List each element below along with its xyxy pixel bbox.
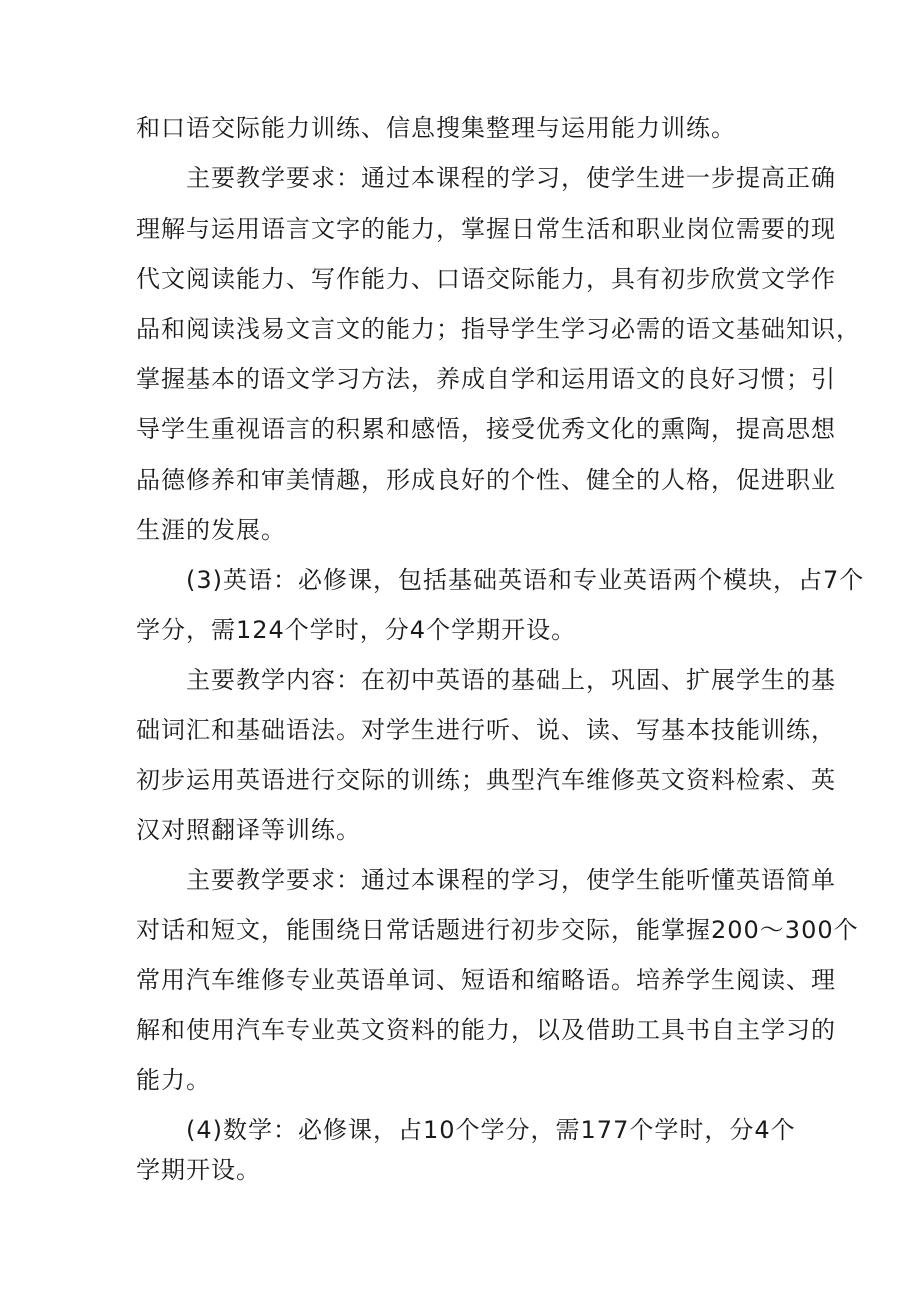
text-line-9: 生涯的发展。 xyxy=(136,516,286,544)
text-line-17: 对话和短文，能围绕日常话题进行初步交际，能掌握200～300个 xyxy=(136,916,859,944)
text-line-3: 理解与运用语言文字的能力，掌握日常生活和职业岗位需要的现 xyxy=(136,215,836,243)
text-line-13: 础词汇和基础语法。对学生进行听、说、读、写基本技能训练， xyxy=(136,716,836,744)
text-line-6: 掌握基本的语文学习方法，养成自学和运用语文的良好习惯；引 xyxy=(136,365,836,393)
text-line-22: 学期开设。 xyxy=(136,1156,261,1184)
text-line-18: 常用汽车维修专业英语单词、短语和缩略语。培养学生阅读、理 xyxy=(136,966,836,994)
text-line-16: 主要教学要求：通过本课程的学习，使学生能听懂英语简单 xyxy=(186,866,836,894)
text-line-21: (4)数学：必修课，占10个学分，需177个学时，分4个 xyxy=(186,1116,796,1144)
text-line-1: 和口语交际能力训练、信息搜集整理与运用能力训练。 xyxy=(136,114,736,142)
text-line-7: 导学生重视语言的积累和感悟，接受优秀文化的熏陶，提高思想 xyxy=(136,415,836,443)
text-line-19: 解和使用汽车专业英文资料的能力，以及借助工具书自主学习的 xyxy=(136,1016,836,1044)
text-line-12: 主要教学内容：在初中英语的基础上，巩固、扩展学生的基 xyxy=(186,666,836,694)
text-line-2: 主要教学要求：通过本课程的学习，使学生进一步提高正确 xyxy=(186,164,836,192)
text-line-20: 能力。 xyxy=(136,1066,211,1094)
text-line-15: 汉对照翻译等训练。 xyxy=(136,816,361,844)
text-line-5: 品和阅读浅易文言文的能力；指导学生学习必需的语文基础知识， xyxy=(136,315,861,343)
text-line-4: 代文阅读能力、写作能力、口语交际能力，具有初步欣赏文学作 xyxy=(136,265,836,293)
text-line-14: 初步运用英语进行交际的训练；典型汽车维修英文资料检索、英 xyxy=(136,766,836,794)
text-line-8: 品德修养和审美情趣，形成良好的个性、健全的人格，促进职业 xyxy=(136,466,836,494)
text-line-10: (3)英语：必修课，包括基础英语和专业英语两个模块，占7个 xyxy=(186,566,865,594)
text-line-11: 学分，需124个学时，分4个学期开设。 xyxy=(136,616,577,644)
